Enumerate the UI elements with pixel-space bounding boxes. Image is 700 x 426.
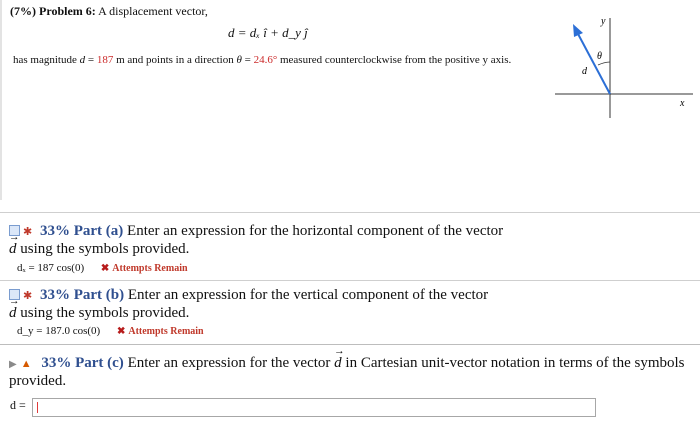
divider-c — [0, 344, 700, 345]
magnitude-value: 187 — [96, 54, 114, 66]
part-c-percent: 33% — [41, 355, 72, 371]
part-a-answer: dₓ = 187 cos(0) — [17, 262, 85, 274]
x-icon: ✖ — [116, 326, 126, 337]
part-c-header — [9, 355, 685, 372]
x-icon: ✖ — [100, 263, 110, 274]
part-b-answer-row — [17, 325, 204, 337]
part-b-percent: 33% — [39, 287, 70, 303]
part-c-question-post: in Cartesian unit-vector notation in terms of the symbols — [345, 355, 685, 371]
desc-mid: and points in a direction — [127, 54, 234, 66]
warning-icon: ✱ — [23, 290, 33, 302]
theta-label: θ — [597, 51, 602, 62]
part-b-attempts — [117, 326, 204, 337]
part-a-percent: 33% — [39, 223, 70, 239]
part-b-line2 — [9, 305, 189, 322]
desc-eq-1: = — [87, 54, 95, 66]
part-b-answer: d_y = 187.0 cos(0) — [17, 325, 101, 337]
part-a-attempts-text: Attempts Remain — [112, 263, 188, 274]
part-c-question-2: provided. — [9, 373, 67, 389]
part-b-question-2: using the symbols provided. — [20, 305, 190, 321]
vector-equation: d = dₓ î + d_y ĵ — [228, 25, 308, 40]
alert-triangle-icon: ▲ — [20, 358, 32, 370]
text-caret — [37, 402, 38, 413]
vector-d-arrowhead — [573, 24, 583, 37]
problem-title: Problem 6: — [39, 4, 96, 18]
vector-diagram — [555, 10, 700, 120]
angle-value: 24.6° — [253, 54, 278, 66]
part-a-vector-symbol: → d — [9, 241, 17, 258]
part-c-label: Part (c) — [75, 355, 124, 371]
part-a-label: Part (a) — [73, 223, 124, 239]
part-a-header — [9, 223, 503, 240]
part-b-header — [9, 287, 488, 304]
answer-input[interactable] — [32, 398, 596, 417]
divider-a — [0, 212, 700, 213]
desc-pre: has magnitude — [13, 54, 77, 66]
part-c-input-label: d = — [10, 398, 26, 412]
left-rule — [0, 0, 2, 200]
desc-eq-2: = — [244, 54, 251, 66]
part-a-line2 — [9, 241, 189, 258]
part-c-line2 — [9, 373, 66, 390]
problem-header — [10, 4, 208, 19]
divider-b — [0, 280, 700, 281]
part-b-question-1: Enter an expression for the vertical component of the vector — [127, 287, 489, 303]
problem-weight: (7%) — [10, 4, 36, 18]
warning-icon: ✱ — [23, 226, 33, 238]
y-axis-label: y — [601, 16, 606, 27]
desc-theta-var: θ — [236, 54, 242, 66]
part-b-vector-symbol: → d — [9, 305, 17, 322]
problem-description — [13, 54, 511, 66]
theta-arc — [598, 62, 610, 65]
part-a-question-1: Enter an expression for the horizontal component of the vector — [127, 223, 504, 239]
play-icon[interactable]: ▶ — [9, 359, 17, 370]
problem-intro: A displacement vector, — [98, 4, 208, 18]
x-axis-label: x — [680, 98, 685, 109]
part-c-vector-symbol: → d — [334, 355, 342, 372]
part-a-attempts — [101, 263, 188, 274]
magnitude-unit: m — [116, 54, 125, 66]
part-a-answer-row — [17, 262, 188, 274]
part-c-question-pre: Enter an expression for the vector — [127, 355, 331, 371]
desc-d-var: d — [79, 54, 86, 66]
desc-post: measured counterclockwise from the positive y axis. — [279, 54, 512, 66]
d-label: d — [582, 66, 587, 77]
part-b-attempts-text: Attempts Remain — [128, 326, 204, 337]
part-b-label: Part (b) — [73, 287, 125, 303]
part-a-question-2: using the symbols provided. — [20, 241, 190, 257]
